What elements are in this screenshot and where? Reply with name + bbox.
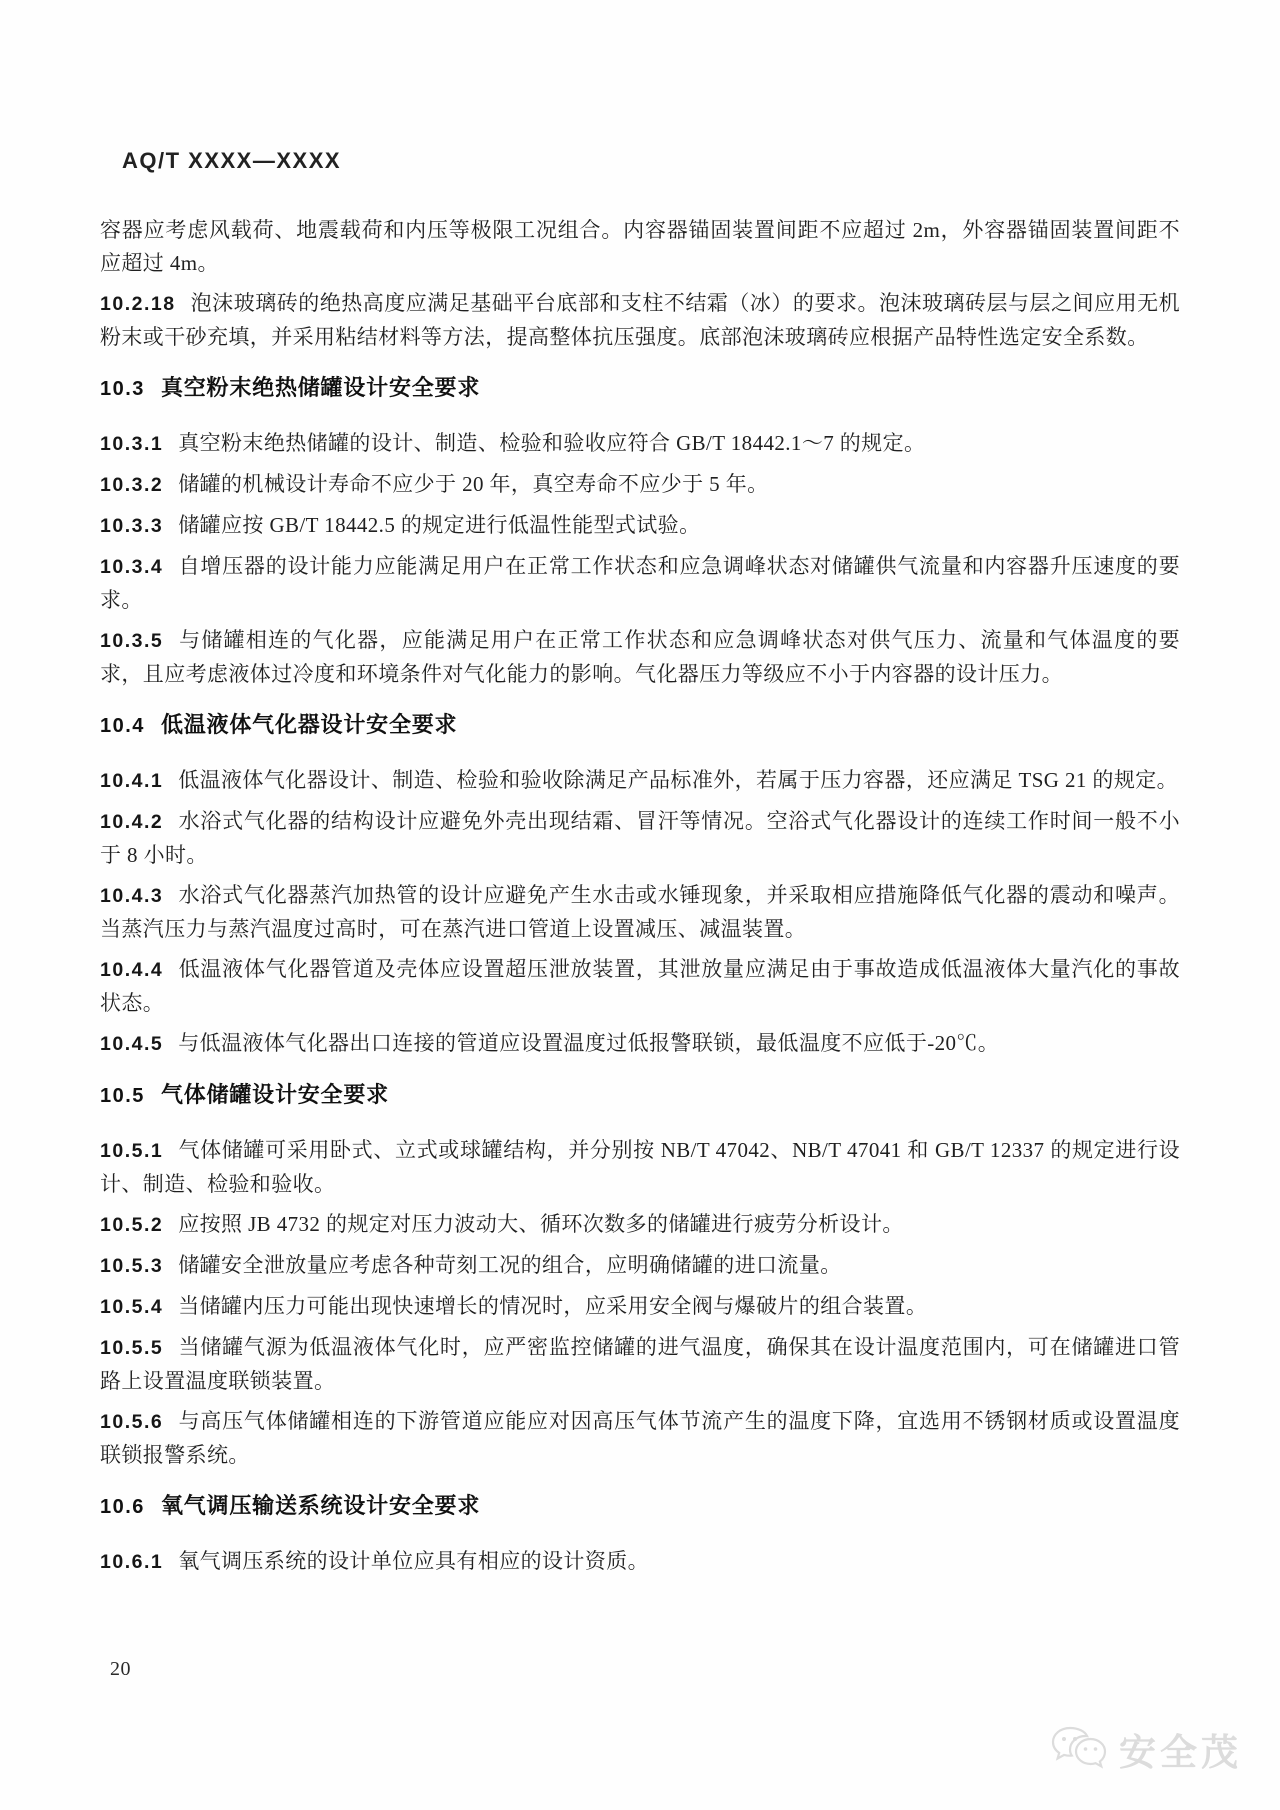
paragraph-text: 与储罐相连的气化器，应能满足用户在正常工作状态和应急调峰状态对供气压力、流量和气体温度的要求，且应考虑液体过冷度和环境条件对气化能力的影响。气化器压力等级应不小于内容器的设计压力。 <box>100 628 1180 686</box>
section-heading-10.4 <box>100 708 1180 743</box>
document-content <box>100 214 1180 1579</box>
clause-number: 10.5.2 <box>100 1214 164 1236</box>
clause-10.4.4 <box>100 953 1180 1020</box>
paragraph-text: 水浴式气化器蒸汽加热管的设计应避免产生水击或水锤现象，并采取相应措施降低气化器的震动和噪声。当蒸汽压力与蒸汽温度过高时，可在蒸汽进口管道上设置减压、减温装置。 <box>100 883 1180 941</box>
clause-10.3.5 <box>100 624 1180 691</box>
clause-number: 10.5.5 <box>100 1337 164 1359</box>
clause-number: 10.5.3 <box>100 1255 164 1277</box>
clause-number: 10.4.5 <box>100 1033 164 1055</box>
clause-10.4.5 <box>100 1027 1180 1061</box>
clause-10.5.3 <box>100 1249 1180 1283</box>
clause-10.2.18 <box>100 287 1180 354</box>
watermark <box>1049 1722 1242 1776</box>
clause-10.3.2 <box>100 468 1180 502</box>
heading-text: 气体储罐设计安全要求 <box>160 1082 389 1107</box>
paragraph-text: 低温液体气化器管道及壳体应设置超压泄放装置，其泄放量应满足由于事故造成低温液体大量汽化的事故状态。 <box>100 957 1180 1015</box>
clause-number: 10.3.4 <box>100 556 164 578</box>
page-number: 20 <box>110 1658 131 1680</box>
heading-number: 10.4 <box>100 715 145 737</box>
clause-number: 10.5.6 <box>100 1411 164 1433</box>
clause-10.6.1 <box>100 1545 1180 1579</box>
clause-number: 10.3.5 <box>100 630 164 652</box>
paragraph-text: 与低温液体气化器出口连接的管道应设置温度过低报警联锁，最低温度不应低于-20℃。 <box>178 1031 1000 1055</box>
paragraph-text: 容器应考虑风载荷、地震载荷和内压等极限工况组合。内容器锚固装置间距不应超过 2m，外容器锚固装置间距不应超过 4m。 <box>100 218 1180 275</box>
clause-number: 10.5.4 <box>100 1296 164 1318</box>
wechat-logo-icon <box>1049 1725 1109 1773</box>
clause-10.5.1 <box>100 1134 1180 1201</box>
paragraph-text: 低温液体气化器设计、制造、检验和验收除满足产品标准外，若属于压力容器，还应满足 TSG 21 的规定。 <box>178 768 1179 792</box>
heading-number: 10.5 <box>100 1085 145 1107</box>
clause-number: 10.3.2 <box>100 474 164 496</box>
paragraph-text: 当储罐内压力可能出现快速增长的情况时，应采用安全阀与爆破片的组合装置。 <box>178 1294 928 1318</box>
clause-number: 10.6.1 <box>100 1551 164 1573</box>
heading-text: 氧气调压输送系统设计安全要求 <box>160 1493 481 1518</box>
clause-number: 10.3.3 <box>100 515 164 537</box>
clause-10.5.6 <box>100 1405 1180 1472</box>
paragraph-text: 真空粉末绝热储罐的设计、制造、检验和验收应符合 GB/T 18442.1～7 的规定。 <box>178 431 926 455</box>
page-header: AQ/T XXXX—XXXX <box>122 148 342 173</box>
clause-10.5.2 <box>100 1208 1180 1242</box>
clause-number: 10.2.18 <box>100 293 176 315</box>
clause-10.4.1 <box>100 764 1180 798</box>
paragraph-text: 储罐的机械设计寿命不应少于 20 年，真空寿命不应少于 5 年。 <box>178 472 769 496</box>
heading-number: 10.6 <box>100 1496 145 1518</box>
clause-10.3.3 <box>100 509 1180 543</box>
clause-10.3.4 <box>100 550 1180 617</box>
paragraph-text: 与高压气体储罐相连的下游管道应能应对因高压气体节流产生的温度下降，宜选用不锈钢材质或设置温度联锁报警系统。 <box>100 1409 1180 1467</box>
clause-10.4.2 <box>100 805 1180 872</box>
section-heading-10.3 <box>100 371 1180 406</box>
clause-number: 10.4.1 <box>100 770 164 792</box>
clause-number: 10.5.1 <box>100 1140 164 1162</box>
clause-10.5.5 <box>100 1331 1180 1398</box>
paragraph-text: 水浴式气化器的结构设计应避免外壳出现结霜、冒汗等情况。空浴式气化器设计的连续工作时间一般不小于 8 小时。 <box>100 809 1180 867</box>
watermark-text: 安全茂 <box>1119 1732 1242 1773</box>
section-heading-10.5 <box>100 1078 1180 1113</box>
clause-10.4.3 <box>100 879 1180 946</box>
paragraph-text: 气体储罐可采用卧式、立式或球罐结构，并分别按 NB/T 47042、NB/T 47041 和 GB/T 12337 的规定进行设计、制造、检验和验收。 <box>100 1138 1180 1196</box>
paragraph-text: 自增压器的设计能力应能满足用户在正常工作状态和应急调峰状态对储罐供气流量和内容器升压速度的要求。 <box>100 554 1180 612</box>
section-heading-10.6 <box>100 1489 1180 1524</box>
clause-number: 10.4.2 <box>100 811 164 833</box>
paragraph-continuation <box>100 214 1180 280</box>
clause-10.3.1 <box>100 427 1180 461</box>
clause-number: 10.4.4 <box>100 959 164 981</box>
paragraph-text: 储罐安全泄放量应考虑各种苛刻工况的组合，应明确储罐的进口流量。 <box>178 1253 842 1277</box>
paragraph-text: 泡沫玻璃砖的绝热高度应满足基础平台底部和支柱不结霜（冰）的要求。泡沫玻璃砖层与层之间应用无机粉末或干砂充填，并采用粘结材料等方法，提高整体抗压强度。底部泡沫玻璃砖应根据产品特性选定安全系数。 <box>100 291 1180 349</box>
paragraph-text: 氧气调压系统的设计单位应具有相应的设计资质。 <box>178 1549 650 1573</box>
paragraph-text: 当储罐气源为低温液体气化时，应严密监控储罐的进气温度，确保其在设计温度范围内，可在储罐进口管路上设置温度联锁装置。 <box>100 1335 1180 1393</box>
clause-10.5.4 <box>100 1290 1180 1324</box>
paragraph-text: 储罐应按 GB/T 18442.5 的规定进行低温性能型式试验。 <box>178 513 701 537</box>
heading-text: 低温液体气化器设计安全要求 <box>160 712 458 737</box>
clause-number: 10.3.1 <box>100 433 164 455</box>
heading-text: 真空粉末绝热储罐设计安全要求 <box>160 375 481 400</box>
clause-number: 10.4.3 <box>100 885 164 907</box>
paragraph-text: 应按照 JB 4732 的规定对压力波动大、循环次数多的储罐进行疲劳分析设计。 <box>178 1212 904 1236</box>
heading-number: 10.3 <box>100 378 145 400</box>
